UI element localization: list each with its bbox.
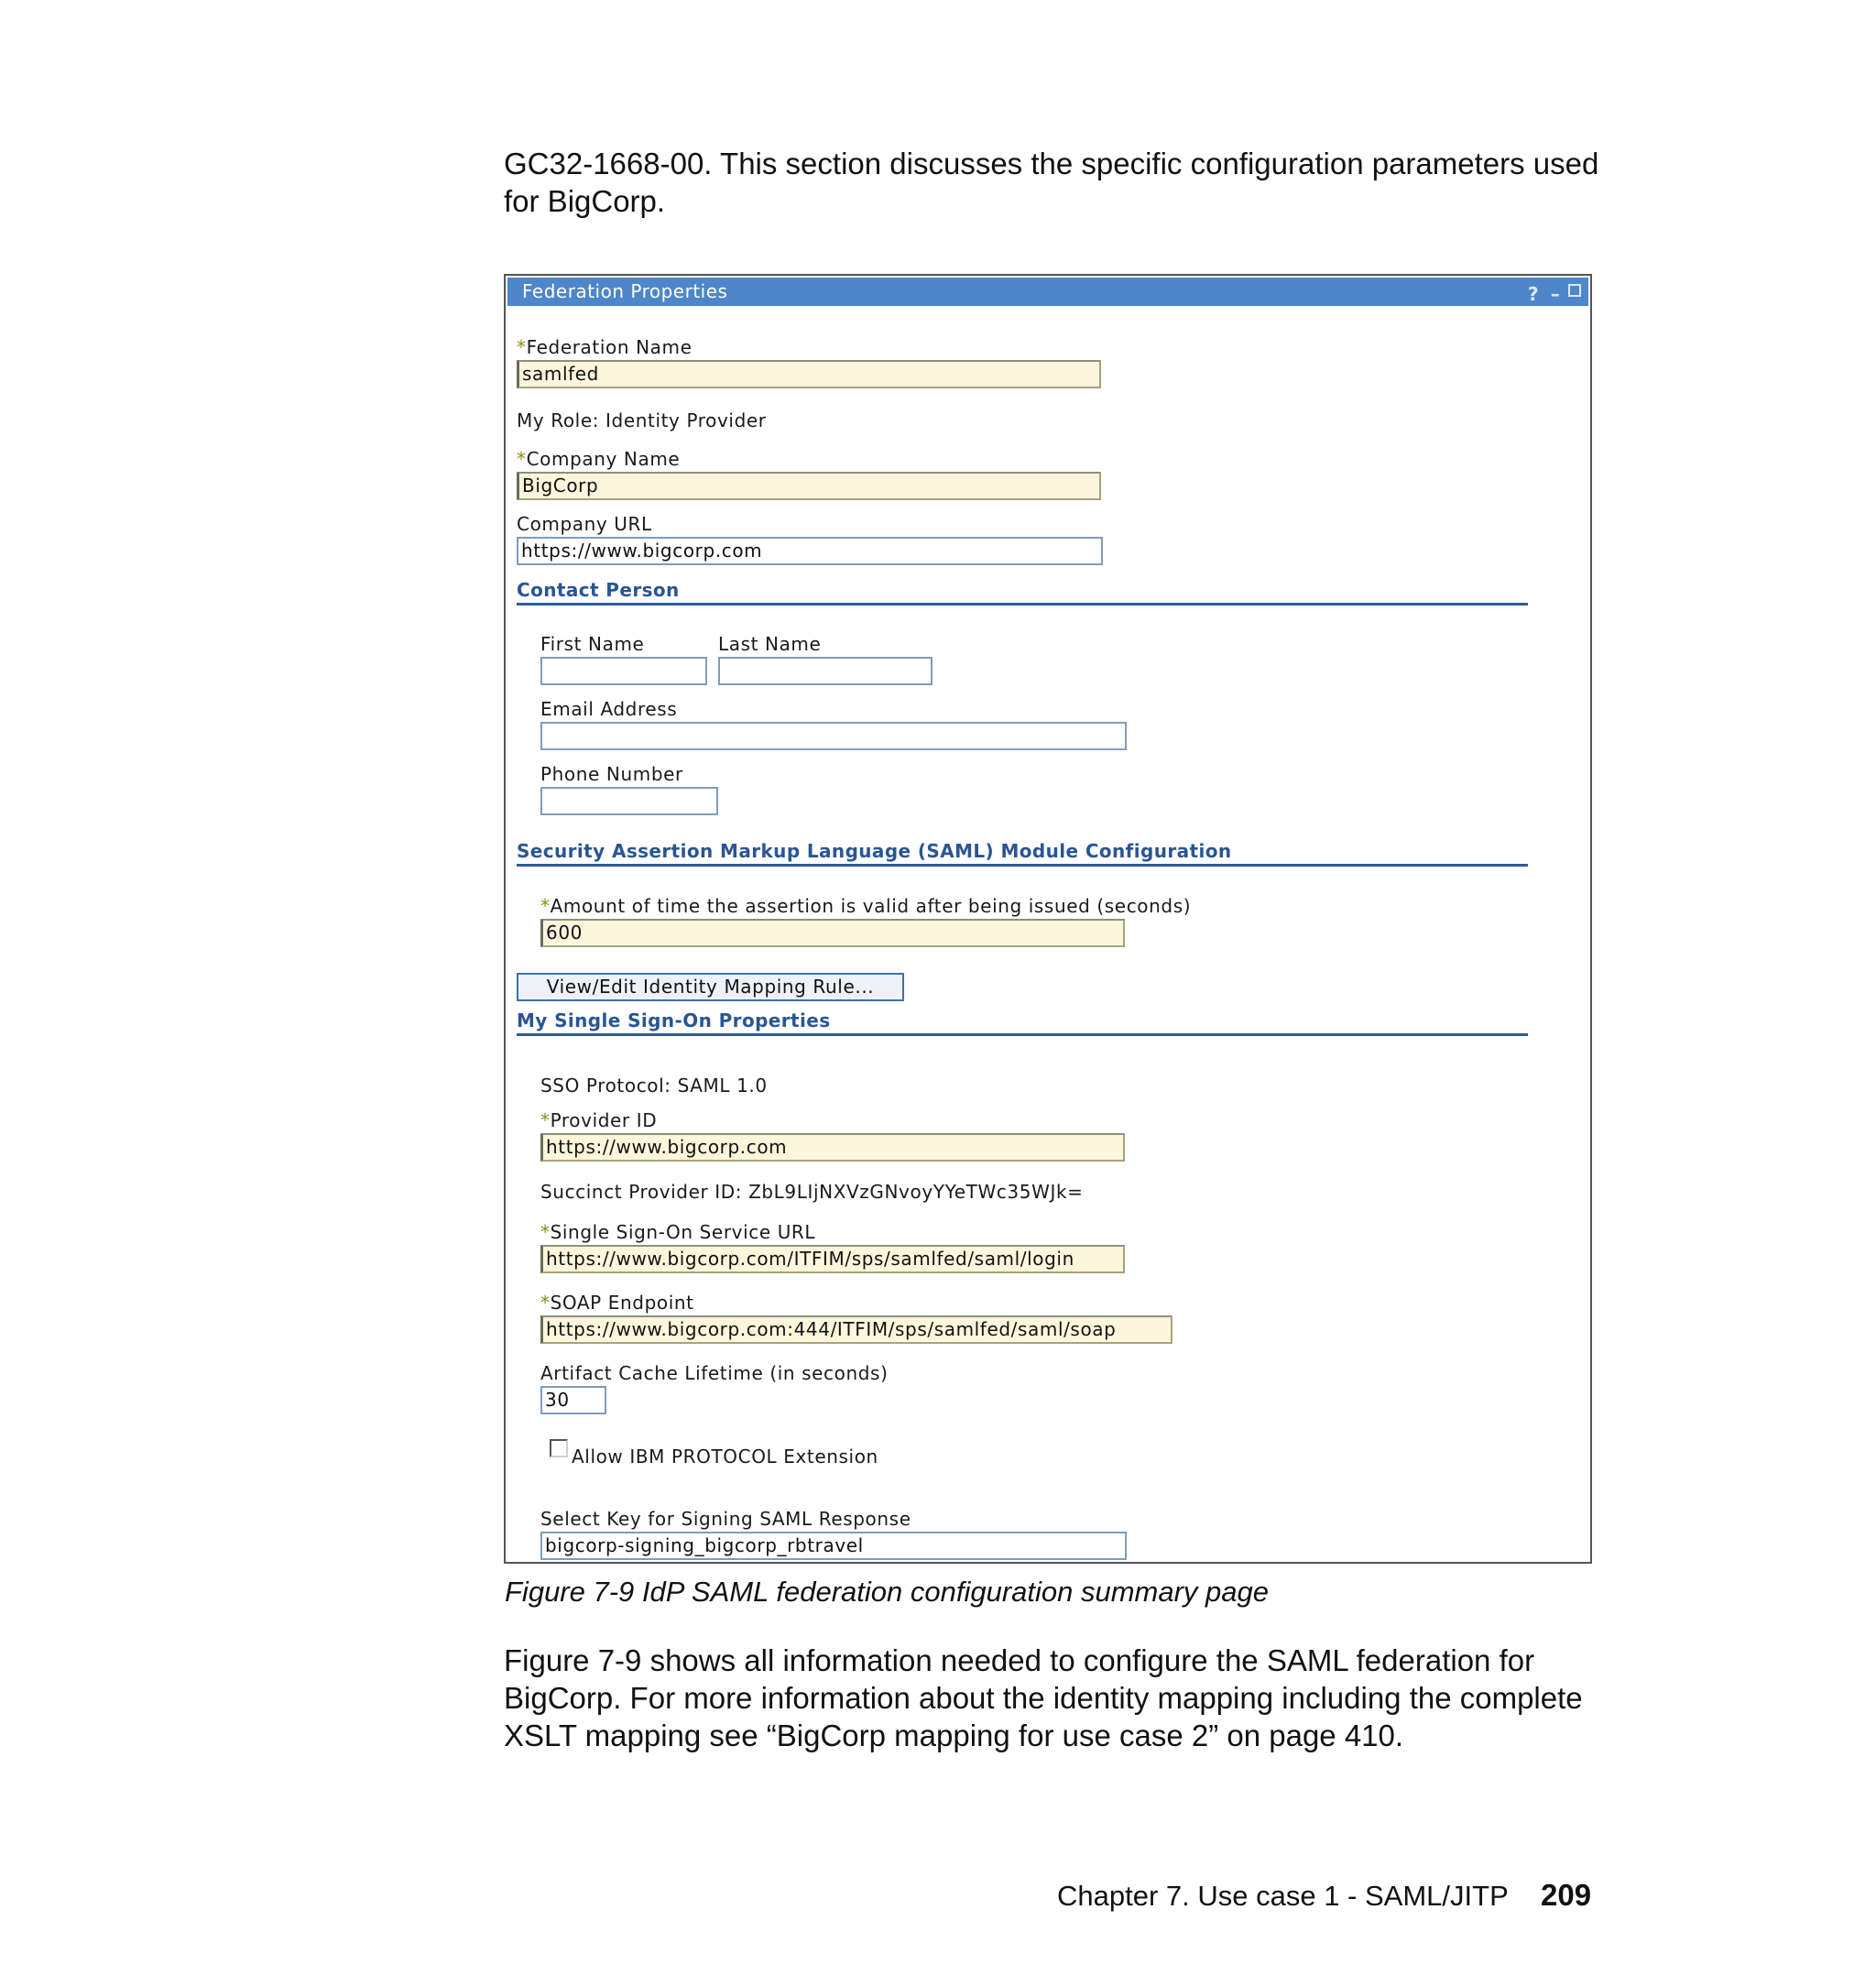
required-marker: * [540,1109,551,1131]
required-marker: * [540,895,551,917]
panel-titlebar [507,278,1588,306]
chapter-footer: Chapter 7. Use case 1 - SAML/JITP [1057,1880,1509,1912]
artifact-lifetime-field[interactable]: 30 [540,1386,606,1414]
required-marker: * [540,1292,551,1314]
maximize-icon[interactable] [1568,284,1581,297]
company-name-label: *Company Name [517,448,681,470]
page-number: 209 [1541,1878,1592,1912]
last-name-field[interactable] [718,657,933,685]
required-marker: * [540,1221,551,1243]
last-name-label: Last Name [718,633,822,655]
first-name-field[interactable] [540,657,707,685]
ibm-extension-label: Allow IBM PROTOCOL Extension [572,1446,878,1468]
company-url-label: Company URL [517,513,652,535]
saml-config-heading: Security Assertion Markup Language (SAML) Module Configuration [517,840,1528,867]
soap-endpoint-field[interactable]: https://www.bigcorp.com:444/ITFIM/sps/samlfed/saml/soap [540,1315,1172,1344]
soap-endpoint-label: *SOAP Endpoint [540,1292,694,1314]
assertion-valid-label: *Amount of time the assertion is valid after being issued (seconds) [540,895,1192,917]
federation-name-label: *Federation Name [517,336,693,358]
contact-person-heading: Contact Person [517,579,1528,606]
first-name-label: First Name [540,633,645,655]
signing-key-select[interactable]: bigcorp-signing_bigcorp_rbtravel [540,1532,1127,1560]
federation-properties-panel [504,274,1592,1564]
minimize-icon[interactable]: – [1550,283,1561,305]
sso-properties-heading: My Single Sign-On Properties [517,1009,1528,1036]
sso-service-url-label: *Single Sign-On Service URL [540,1221,816,1243]
email-label: Email Address [540,698,678,720]
ibm-extension-checkbox[interactable] [550,1439,568,1457]
phone-label: Phone Number [540,763,683,785]
intro-paragraph: GC32-1668-00. This section discusses the specific configuration parameters used for BigCorp. [504,147,1599,218]
phone-field[interactable] [540,787,718,815]
my-role-text: My Role: Identity Provider [517,409,767,431]
body-paragraph: Figure 7-9 shows all information needed to configure the SAML federation for BigCorp. For more information about the identity mapping including the complete XSLT mapping see “BigCorp mapping for use case 2” on page 410. [504,1643,1583,1752]
company-url-field[interactable]: https://www.bigcorp.com [517,537,1103,565]
email-field[interactable] [540,722,1127,750]
artifact-lifetime-label: Artifact Cache Lifetime (in seconds) [540,1362,889,1384]
signing-key-label: Select Key for Signing SAML Response [540,1508,911,1530]
required-marker: * [517,448,527,470]
help-icon[interactable]: ? [1527,283,1540,305]
window-controls [1521,280,1581,305]
sso-protocol-text: SSO Protocol: SAML 1.0 [540,1075,768,1097]
assertion-valid-field[interactable]: 600 [540,919,1125,947]
company-name-field[interactable]: BigCorp [517,472,1101,500]
provider-id-field[interactable]: https://www.bigcorp.com [540,1133,1125,1162]
succinct-provider-id-text: Succinct Provider ID: ZbL9LIjNXVzGNvoyYYeTWc35WJk= [540,1181,1084,1203]
required-marker: * [517,336,527,358]
sso-service-url-field[interactable]: https://www.bigcorp.com/ITFIM/sps/samlfed/saml/login [540,1245,1125,1273]
provider-id-label: *Provider ID [540,1109,658,1131]
view-edit-mapping-rule-button[interactable]: View/Edit Identity Mapping Rule... [517,973,904,1001]
federation-name-field[interactable]: samlfed [517,360,1101,388]
panel-title: Federation Properties [522,280,728,302]
figure-caption: Figure 7-9 IdP SAML federation configuration summary page [505,1576,1270,1608]
